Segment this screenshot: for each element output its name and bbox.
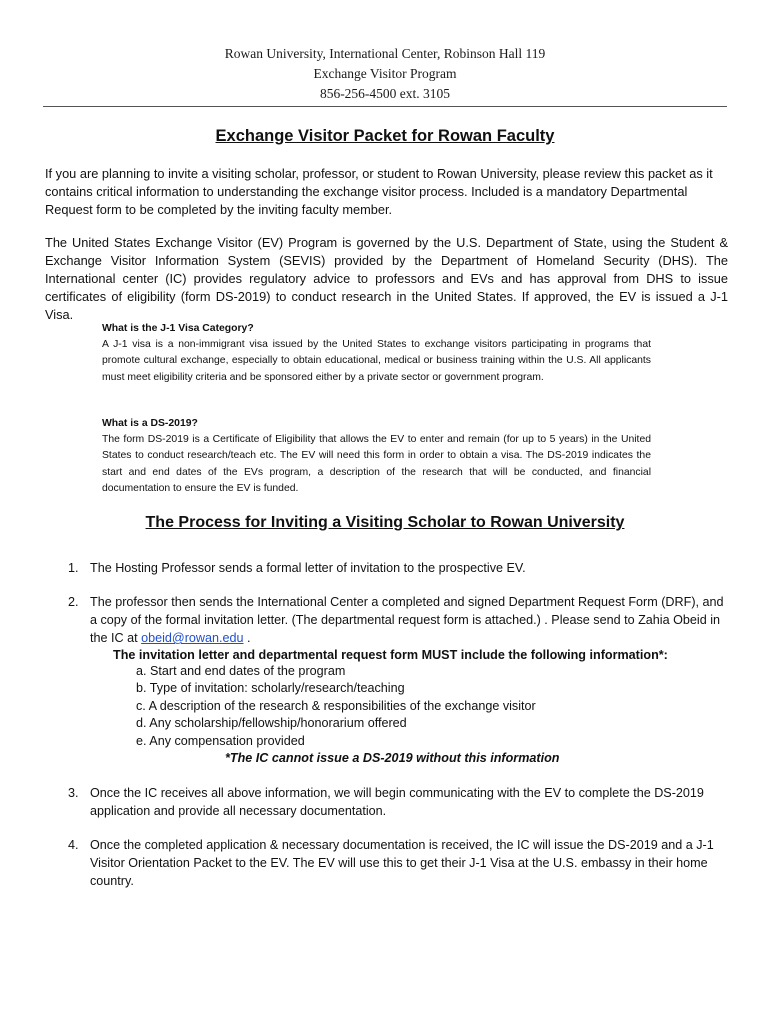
step-text: The Hosting Professor sends a formal letter of invitation to the prospective EV. [90,561,526,575]
letterhead [0,44,770,104]
step-number: 1. [68,561,79,575]
step-text-after: . [243,631,251,645]
faq-answer: A J-1 visa is a non-immigrant visa issued by the United States to exchange visitors participating in programs that promote cultural exchange, especially to obtain educational, medical or business training within the U.S. All applicants must meet eligibility criteria and be sponsored either by a private sector or government program. [102,339,651,383]
letterhead-program: Exchange Visitor Program [313,66,457,81]
step-text: Once the completed application & necessary documentation is received, the IC will issue the DS-2019 and a J-1 Visitor Orientation Packet to the EV. The EV will use this to get their J-1 Visa at the U.S. embassy in their home country. [90,838,714,888]
step-text: Once the IC receives all above information, we will begin communicating with the EV to complete the DS-2019 application and provide all necessary documentation. [90,786,704,818]
faq-j1-visa [102,321,651,386]
step-text [90,593,728,647]
page-title: Exchange Visitor Packet for Rowan Faculty [215,127,555,145]
step-text-before: The professor then sends the International Center a completed and signed Department Request Form (DRF), and a copy of the formal invitation letter. (The departmental request form is attached.) . Please send to Zahia Obeid in the IC at [90,595,724,645]
letterhead-phone: 856-256-4500 ext. 3105 [319,86,451,101]
step-number: 3. [68,786,79,800]
faq-ds2019 [102,416,651,497]
letterhead-address: Rowan University, International Center, Robinson Hall 119 [224,46,546,61]
list-item: b. Type of invitation: scholarly/research/teaching [136,681,405,696]
list-item: c. A description of the research & responsibilities of the exchange visitor [136,698,536,713]
process-title: The Process for Inviting a Visiting Scholar to Rowan University [145,514,625,531]
faq-question: What is a DS-2019? [102,418,198,429]
intro-paragraph-1: If you are planning to invite a visiting scholar, professor, or student to Rowan University, please review this packet as it contains critical information to understanding the exchange visitor process. Included is a mandatory Departmental Request form to be completed by the inviting faculty member. [45,166,713,217]
requirements-note: *The IC cannot issue a DS-2019 without this information [225,751,560,765]
list-item: a. Start and end dates of the program [136,664,346,678]
email-link[interactable]: obeid@rowan.edu [141,631,244,645]
step-number: 2. [68,595,79,609]
requirements-heading: The invitation letter and departmental request form MUST include the following information*: [113,648,668,662]
step-number: 4. [68,838,79,852]
requirements-list [136,663,696,750]
intro-paragraph-2: The United States Exchange Visitor (EV) Program is governed by the U.S. Department of State, using the Student & Exchange Visitor Information System (SEVIS) provided by the Department of Homeland Security (DHS). The International center (IC) provides regulatory advice to professors and EVs and has approval from DHS to issue certificates of eligibility (form DS-2019) to conduct research in the United States. If approved, the EV is issued a J-1 Visa. [45,235,728,322]
list-item: d. Any scholarship/fellowship/honorarium offered [136,716,407,731]
faq-answer: The form DS-2019 is a Certificate of Eligibility that allows the EV to enter and remain (for up to 5 years) in the United States to conduct research/teach etc. The EV will need this form in order to obtain a visa. The DS-2019 indicates the start and end dates of the EVs program, a description of the research that will be conducted, and financial documentation to ensure the EV is funded. [102,434,651,494]
faq-question: What is the J-1 Visa Category? [102,323,254,334]
list-item: e. Any compensation provided [136,733,305,748]
header-divider [43,106,727,107]
